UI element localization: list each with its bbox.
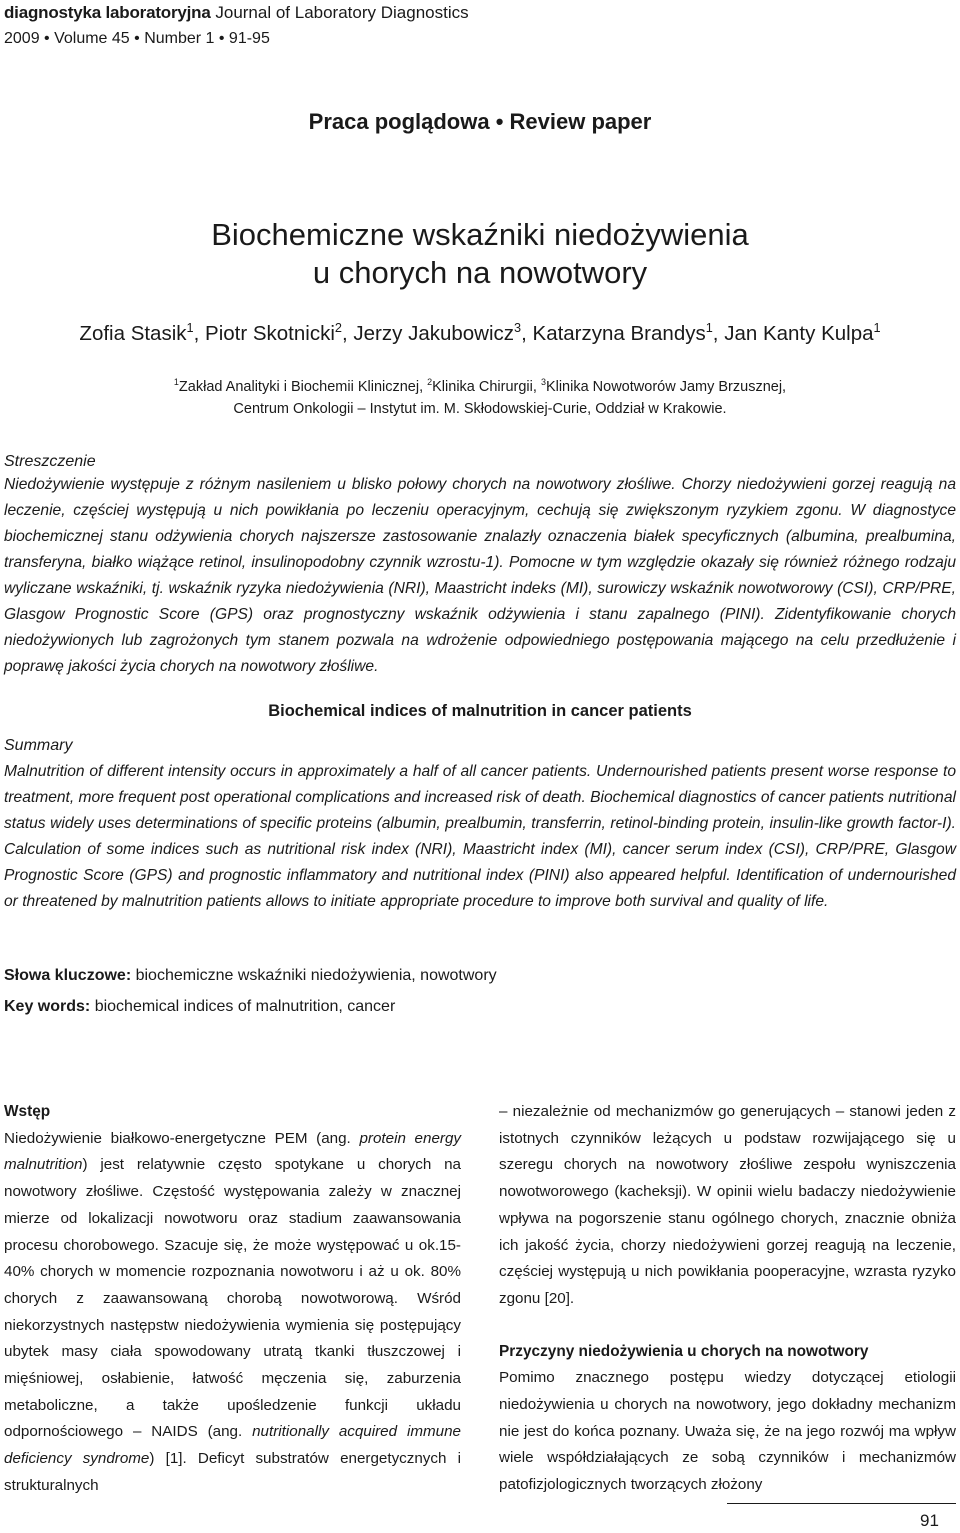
author-separator: , [193, 322, 206, 345]
article-title-line2: u chorych na nowotwory [312, 255, 648, 290]
author-list [0, 320, 960, 348]
journal-name [4, 2, 469, 24]
author-separator: , [712, 322, 725, 345]
footer-rule [727, 1503, 956, 1504]
affiliation-text: Klinika Nowotworów Jamy Brzusznej, [545, 379, 787, 395]
body-column-right [499, 1099, 956, 1499]
paper-type: Praca poglądowa • Review paper [308, 109, 652, 134]
english-title: Biochemical indices of malnutrition in cancer patients [268, 702, 692, 720]
streszczenie-text: Niedożywienie występuje z różnym nasileniem u blisko połowy chorych na nowotwory złośliwe. Chorzy niedożywieni gorzej reagują na leczenie, częściej występują u nich powikłania po leczeniu operacyjnym, cechują się zwiększonym ryzykiem zgonu. W diagnostyce biochemicznej stanu odżywienia chorych najszersze zastosowanie znalazły oznaczenia białek specyficznych (albumina, prealbumina, transferyna, białko wiążące retinol, insulinopodobny czynnik wzrostu-1). Pomocne w tym względzie okazały się również różnego rodzaju wyliczane wskaźniki, tj. wskaźnik ryzyka niedożywienia (NRI), Maastricht indeks (MI), surowiczy wskaźnik nowotworowy (CSI), CRP/PRE, Glasgow Prognostic Score (GPS) oraz prognostyczny wskaźnik odżywienia i stanu zapalnego (PINI). Zidentyfikowanie chorych niedożywionych lub zagrożonych tym stanem pozwala na wdrożenie odpowiedniego postępowania mającego na celu przedłużenie i poprawę jakości życia chorych na nowotwory złośliwe. [4, 476, 956, 675]
summary-label: Summary [4, 737, 73, 754]
author-affiliation-mark: 1 [873, 320, 881, 336]
affiliation-line [0, 376, 960, 398]
section-heading-wstep: Wstęp [4, 1103, 51, 1120]
author-affiliation-mark: 2 [334, 320, 342, 336]
keywords-pl-label: Słowa kluczowe: [4, 967, 132, 984]
affiliation-mark: 2 [427, 377, 433, 388]
right-paragraph-1: – niezależnie od mechanizmów go generujących – stanowi jeden z istotnych czynników leżących u podstaw rozwijającego się u szeregu chorych na nowotwory złośliwe zespołu wyniszczenia nowotworowego (kacheksji). W opinii wielu badaczy niedożywienie wpływa na pogorszenie stanu ogólnego chorych, znacznie obniża ich jakość życia, chorzy niedożywieni gorzej reagują na leczenie, częściej występują u nich powikłania pooperacyjne, wzrasta ryzyko zgonu [20]. [499, 1103, 956, 1307]
text-run: ) jest relatywnie często spotykane u chorych na nowotwory złośliwe. Częstość występowania zależy w znacznej mierze od lokalizacji nowotworu oraz stadium zaawansowania procesu chorobowego. Szacuje się, że może występować u ok.15-40% chorych w momencie rozpoznania nowotworu i aż u ok. 80% chorych z zaawansowaną chorobą nowotworową. Wśród niekorzystnych następstw niedożywienia wymienia się postępujący ubytek masy ciała spowodowany utratą tkanki tłuszczowej i mięśniowej, osłabienie, łatwość męczenia się, zaburzenia metaboliczne, a także upośledzenie funkcji układu odpornościowego – NAIDS (ang. [4, 1156, 461, 1441]
affiliation-mark: 1 [173, 377, 179, 388]
author-affiliation-mark: 1 [705, 320, 713, 336]
text-run: ) [1]. Deficyt substratów energetycznych i strukturalnych [4, 1450, 461, 1494]
text-run: Niedożywienie białkowo-energetyczne PEM (ang. [4, 1129, 360, 1147]
journal-name-en: Journal of Laboratory Diagnostics [215, 3, 469, 22]
affiliation-line: Centrum Onkologii – Instytut im. M. Skłodowskiej-Curie, Oddział w Krakowie. [233, 401, 727, 417]
page-number: 91 [920, 1511, 939, 1530]
author-affiliation-mark: 3 [514, 320, 522, 336]
affiliation-text: Klinika Chirurgii, [432, 379, 541, 395]
author: Jerzy Jakubowicz [353, 322, 515, 345]
italic-term: protein energy malnutrition [4, 1129, 461, 1174]
italic-term: nutritionally acquired immune deficiency syndrome [4, 1423, 461, 1468]
author-affiliation-mark: 1 [186, 320, 194, 336]
affiliation-text: Zakład Analityki i Biochemii Klinicznej, [178, 379, 428, 395]
affiliation-mark: 3 [540, 377, 546, 388]
article-title-line1: Biochemiczne wskaźniki niedożywienia [211, 217, 749, 252]
author: Jan Kanty Kulpa [724, 322, 874, 345]
author: Zofia Stasik [79, 322, 187, 345]
keywords-en-text: biochemical indices of malnutrition, cancer [90, 998, 396, 1015]
keywords-pl-text: biochemiczne wskaźniki niedożywienia, nowotwory [131, 967, 497, 984]
affiliations [0, 376, 960, 420]
author-separator: , [341, 322, 354, 345]
keywords-en [4, 996, 395, 1018]
article-title [0, 216, 960, 292]
section-heading-przyczyny: Przyczyny niedożywienia u chorych na nowotwory [499, 1342, 869, 1360]
author: Piotr Skotnicki [205, 322, 335, 345]
keywords-pl [4, 965, 497, 987]
body-column-left [4, 1099, 461, 1500]
summary-text: Malnutrition of different intensity occurs in approximately a half of all cancer patients. Undernourished patients present worse response to treatment, more frequent post operational complications and increased risk of death. Biochemical diagnostics of cancer patients nutritional status widely uses determinations of specific proteins (albumin, prealbumin, transferrin, retinol-binding protein, insulin-like growth factor-I). Calculation of some indices such as nutritional risk index (NRI), Maastricht index (MI), cancer serum index (CSI), CRP/PRE, Glasgow Prognostic Score (GPS) and prognostic inflammatory and nutritional index (PINI) also appeared helpful. Identification of undernourished or threatened by malnutrition patients allows to initiate appropriate procedure to improve both survival and quality of life. [4, 763, 956, 910]
journal-issue: 2009 • Volume 45 • Number 1 • 91-95 [4, 30, 270, 47]
journal-name-pl: diagnostyka laboratoryjna [4, 3, 211, 22]
author-separator: , [521, 322, 533, 345]
wstep-paragraph [4, 1126, 461, 1500]
streszczenie-label: Streszczenie [4, 453, 96, 470]
right-paragraph-2: Pomimo znacznego postępu wiedzy dotyczącej etiologii niedożywienia u chorych na nowotwory, jego dokładny mechanizm nie jest do końca poznany. Uważa się, że na jego rozwój ma wpływ wiele współdziałających ze sobą czynników i mechanizmów patofizjologicznych tworzących złożony [499, 1369, 956, 1494]
author: Katarzyna Brandys [532, 322, 706, 345]
keywords-en-label: Key words: [4, 998, 91, 1015]
